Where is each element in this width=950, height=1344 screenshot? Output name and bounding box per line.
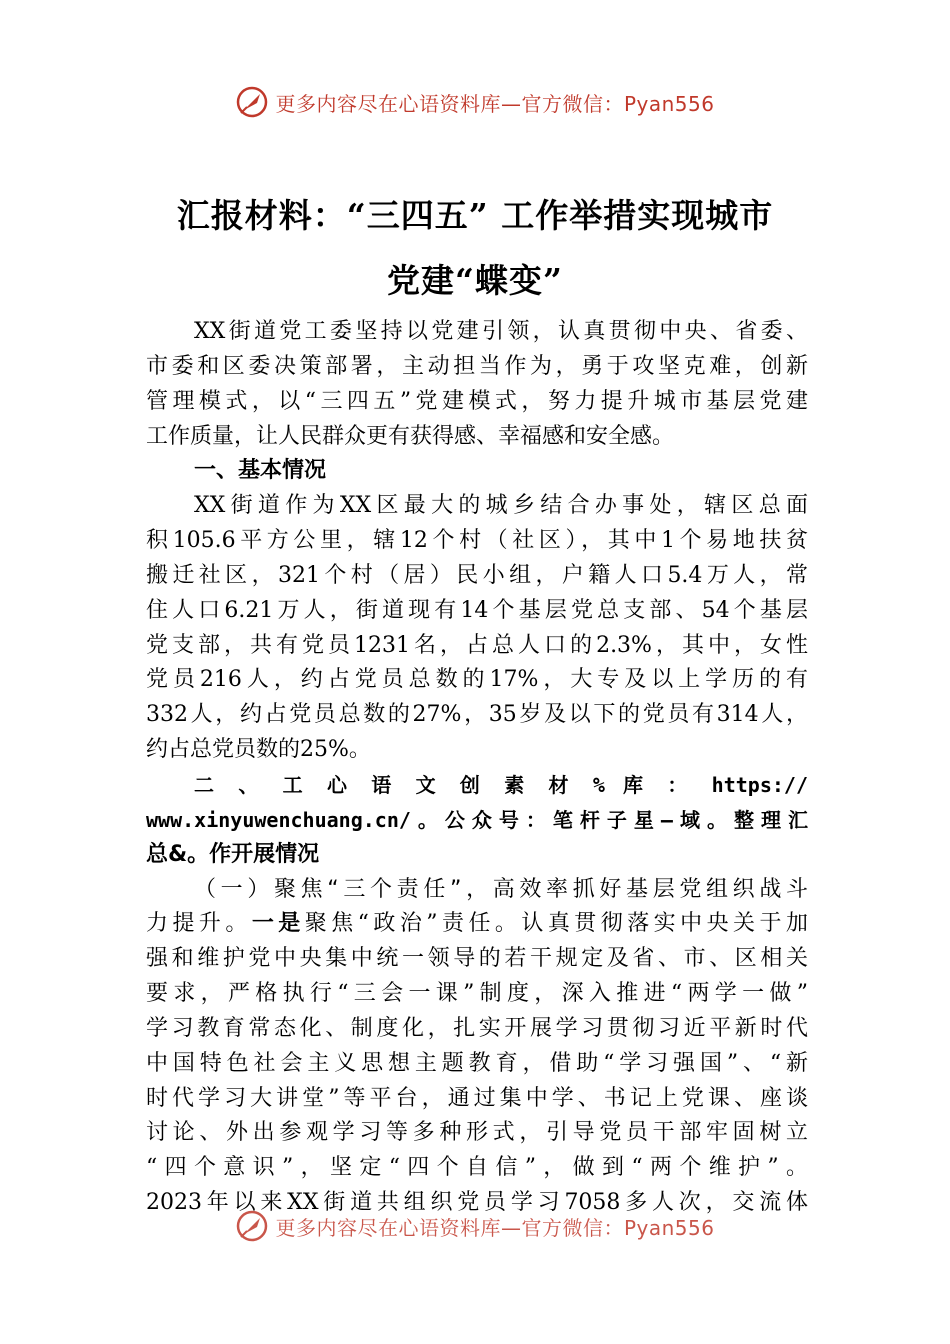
paragraph-text: 聚焦“政治”责任。认真贯彻落实中央关于加 [304,911,808,937]
section-heading: 一、基本情况 [194,458,327,484]
paragraph-line: 中国特色社会主义思想主题教育，借助“学习强国”、“新 [146,1050,808,1076]
paragraph-line: 积105.6平方公里，辖12个村（社区），其中1个易地扶贫 [146,528,808,554]
subsection-heading: （一）聚焦“三个责任”，高效率抓好基层党组织战斗 [194,876,808,902]
document-body [146,315,808,1221]
quill-logo-icon [235,85,269,119]
paragraph-line: 学习教育常态化、制度化，扎实开展学习贯彻习近平新时代 [146,1015,808,1041]
paragraph-line: 管理模式，以“三四五”党建模式，努力提升城市基层党建 [146,388,808,414]
section-heading: www.xinyuwenchuang.cn/。公众号：笔杆子星—域。整理汇 [146,807,808,832]
paragraph-line: 332人，约占党员总数的27%，35岁及以下的党员有314人， [146,702,808,728]
paragraph-line: 党员216人，约占党员总数的17%，大专及以上学历的有 [146,667,808,693]
paragraph-line: 2023年以来XX街道共组织党员学习7058多人次，交流体 [146,1190,808,1216]
paragraph-line: 市委和区委决策部署，主动担当作为，勇于攻坚克难，创新 [146,353,808,379]
paragraph-line: 讨论、外出参观学习等多种形式，引导党员干部牢固树立 [146,1120,808,1146]
banner-text: 更多内容尽在心语资料库—官方微信：Pyan556 [275,91,715,116]
paragraph-line: XX街道作为XX区最大的城乡结合办事处，辖区总面 [194,493,808,519]
paragraph-line: 强和维护党中央集中统一领导的若干规定及省、市、区相关 [146,946,808,972]
paragraph-line: 住人口6.21万人，街道现有14个基层党总支部、54个基层 [146,597,808,623]
paragraph-line: 搬迁社区，321个村（居）民小组，户籍人口5.4万人，常 [146,562,808,588]
document-title-line-2: 党建“蝶变” [387,261,563,300]
subsection-heading-end: 力提升。 [146,911,252,937]
paragraph-line: 时代学习大讲堂”等平台，通过集中学、书记上党课、座谈 [146,1085,808,1111]
footer-banner [0,1206,950,1246]
document-title-line-1: 汇报材料：“三四五” 工作举措实现城市 [176,196,774,235]
paragraph-line: XX街道党工委坚持以党建引领，认真贯彻中央、省委、 [194,319,808,344]
emphasis-label: 一是 [251,911,305,937]
paragraph-line: 工作质量，让人民群众更有获得感、幸福感和安全感。 [146,423,675,449]
banner-text: 更多内容尽在心语资料库—官方微信：Pyan556 [275,1215,715,1240]
paragraph-line: 党支部，共有党员1231名，占总人口的2.3%，其中，女性 [146,632,808,658]
quill-logo-icon [235,1209,269,1243]
paragraph-line: “四个意识”，坚定“四个自信”，做到“两个维护”。 [146,1155,808,1181]
paragraph-line: 要求，严格执行“三会一课”制度，深入推进“两学一做” [146,981,808,1007]
paragraph-line [146,907,808,942]
header-banner [0,82,950,122]
section-heading: 总&。作开展情况 [146,841,320,867]
paragraph-line: 约占总党员数的25%。 [146,737,371,763]
section-heading: 二 、 工 心 语 文 创 素 材 % 库 ： https:// [194,772,808,797]
